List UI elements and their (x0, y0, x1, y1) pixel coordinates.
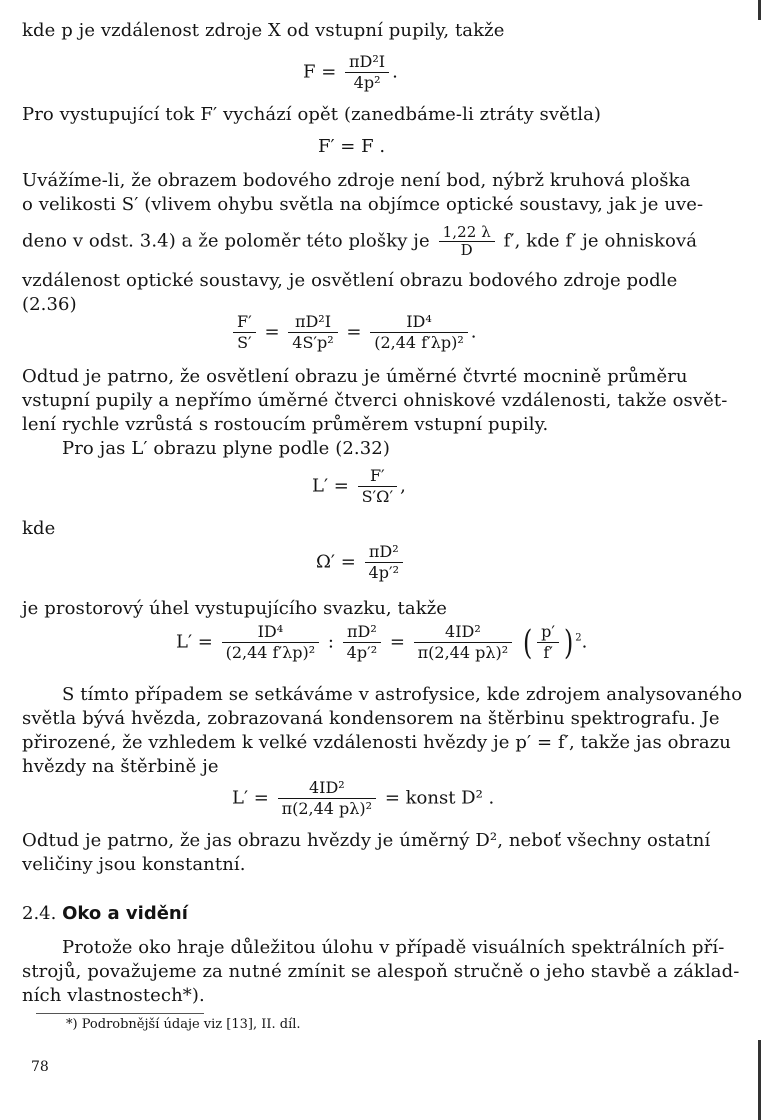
fraction: $\frac{\text{πD²I}}{\text{4p²}}$ (345, 52, 389, 93)
page-edge-mark (758, 0, 761, 20)
equation-flux-equality: F′ = F . (318, 136, 386, 157)
section-number: 2.4. (22, 903, 57, 924)
text-line: je prostorový úhel vystupujícího svazku, takže (22, 598, 448, 619)
text-line: světla bývá hvězda, zobrazovaná kondensorem na štěrbinu spektrografu. Je (22, 708, 720, 729)
footnote: *) Podrobnější údaje viz [13], II. díl. (66, 1017, 301, 1032)
text-line: (2.36) (22, 294, 77, 315)
text-line: o velikosti S′ (vlivem ohybu světla na objímce optické soustavy, jak je uve- (22, 194, 704, 215)
equation-solid-angle: Ω′ = $\frac{\text{πD²}}{\text{4p′²}}$ (316, 542, 406, 583)
text-line: hvězdy na štěrbině je (22, 756, 219, 777)
text-line: Odtud je patrno, že jas obrazu hvězdy je úměrný D², neboť všechny ostatní (22, 830, 711, 851)
fraction: $\frac{1,22 \lambda}{D}$ (439, 224, 495, 259)
text-line: Pro jas L′ obrazu plyne podle (2.32) (62, 438, 390, 459)
equation-star-luminance: L′ = $\frac{\text{4ID²}}{\text{π(2,44 pλ)²}}$ = konst D² . (232, 778, 495, 818)
text-line: ních vlastnostech*). (22, 985, 205, 1006)
text-line: kde (22, 518, 56, 539)
text-line: Protože oko hraje důležitou úlohu v případě visuálních spektrálních pří- (62, 937, 725, 958)
text-line: Uvážíme-li, že obrazem bodového zdroje není bod, nýbrž kruhová ploška (22, 170, 691, 191)
section-title: Oko a vidění (62, 903, 188, 924)
equation-illumination: $\frac{F'}{S'}$ = $\frac{\text{πD²I}}{\text{4S′p²}}$ = $\frac{\text{ID⁴}}{\text{(2,44 f′λp)²}}$ . (230, 312, 477, 353)
text-line: přirozené, že vzhledem k velké vzdálenosti hvězdy je p′ = f′, takže jas obrazu (22, 732, 731, 753)
text-line: veličiny jsou konstantní. (22, 854, 246, 875)
footnote-divider (36, 1013, 204, 1014)
text-line: kde p je vzdálenost zdroje X od vstupní pupily, takže (22, 20, 505, 41)
equation-luminance-expanded: L′ = $\frac{\text{ID⁴}}{\text{(2,44 f′λp)²}}$ : $\frac{\text{πD²}}{\text{4p′²}}$ = $\frac{\text{4ID²}}{\text{π(2,44 pλ)²}}$ ( $\frac{p'}{f'}$ ) $^2$. (176, 622, 588, 663)
text-line: Odtud je patrno, že osvětlení obrazu je úměrné čtvrté mocnině průměru (22, 366, 688, 387)
equation-flux: F = $\frac{\text{πD²I}}{\text{4p²}}$ . (303, 52, 398, 92)
text-line: vzdálenost optické soustavy, je osvětlení obrazu bodového zdroje podle (22, 270, 678, 291)
text-line: lení rychle vzrůstá s rostoucím průměrem vstupní pupily. (22, 414, 549, 435)
text-line: strojů, považujeme za nutné zmínit se alespoň stručně o jeho stavbě a základ- (22, 961, 740, 982)
text-line: S tímto případem se setkáváme v astrofysice, kde zdrojem analysovaného (62, 684, 743, 705)
page-number: 78 (31, 1059, 49, 1075)
section-heading (22, 903, 188, 925)
text-line: vstupní pupily a nepřímo úměrné čtverci ohniskové vzdálenosti, takže osvět- (22, 390, 728, 411)
equation-luminance: L′ = $\frac{F'}{S'\Omega'}$ , (312, 466, 406, 506)
text-line-with-fraction: deno v odst. 3.4) a že poloměr této plošky je $\frac{1,22 \lambda}{D}$ f′, kde f′ je ohnisková (22, 223, 698, 259)
page-edge-mark (758, 1040, 761, 1120)
text-line: Pro vystupující tok F′ vychází opět (zanedbáme-li ztráty světla) (22, 104, 602, 125)
